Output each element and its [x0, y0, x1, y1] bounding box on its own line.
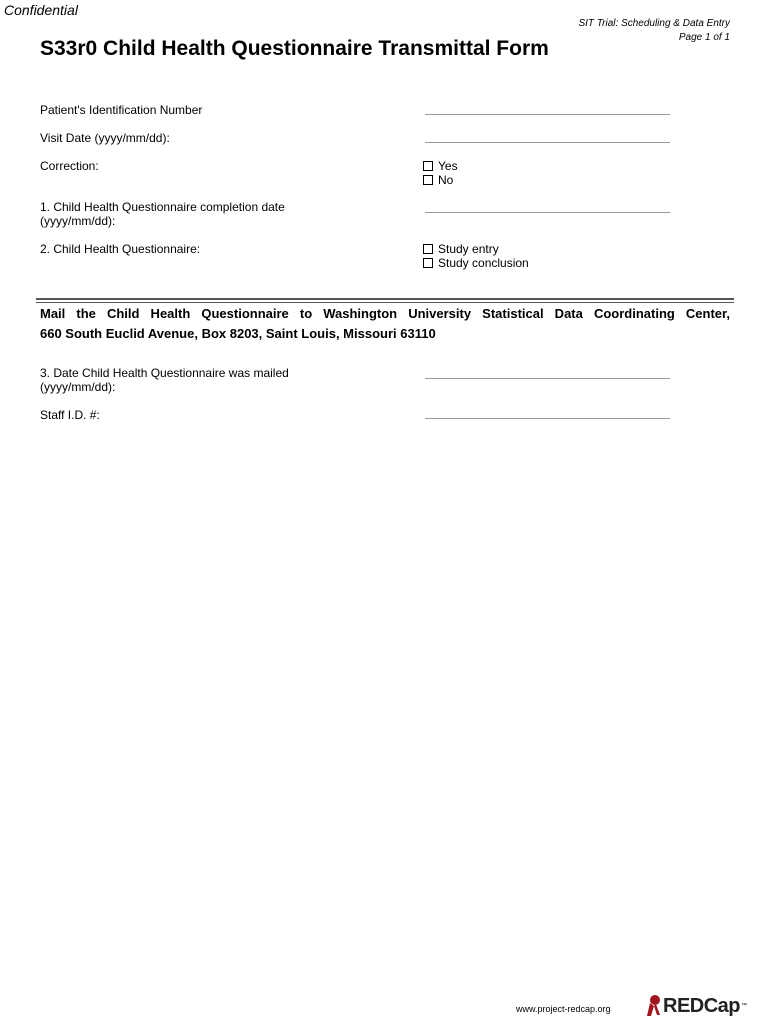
- mail-instructions-line2: 660 South Euclid Avenue, Box 8203, Saint Louis, Missouri 63110: [40, 326, 436, 341]
- q3-label-line2: (yyyy/mm/dd):: [40, 380, 116, 394]
- q3-mailed-date-field[interactable]: [425, 378, 670, 379]
- confidential-label: Confidential: [4, 2, 78, 18]
- section-divider-thick: [36, 298, 734, 300]
- redcap-logo-trademark: ™: [741, 1003, 748, 1009]
- footer-url: www.project-redcap.org: [516, 1004, 611, 1014]
- q1-label: [40, 200, 285, 228]
- q2-label: 2. Child Health Questionnaire:: [40, 242, 201, 256]
- q1-label-line1: 1. Child Health Questionnaire completion date: [40, 200, 285, 214]
- patient-id-field[interactable]: [425, 114, 670, 115]
- patient-id-label: Patient's Identification Number: [40, 103, 203, 117]
- q1-completion-date-field[interactable]: [425, 212, 670, 213]
- correction-options: [423, 159, 458, 187]
- visit-date-field[interactable]: [425, 142, 670, 143]
- correction-yes-checkbox[interactable]: [423, 161, 433, 171]
- q2-study-entry-option[interactable]: [423, 242, 529, 256]
- correction-no-checkbox[interactable]: [423, 175, 433, 185]
- page-header-info: [578, 17, 730, 45]
- correction-yes-label: Yes: [438, 159, 458, 173]
- section-divider-thin: [36, 302, 734, 303]
- q3-label: [40, 366, 289, 394]
- staff-id-label: Staff I.D. #:: [40, 408, 100, 422]
- q2-study-conclusion-option[interactable]: [423, 256, 529, 270]
- q3-label-line1: 3. Date Child Health Questionnaire was mailed: [40, 366, 289, 380]
- q2-options: [423, 242, 529, 270]
- correction-label: Correction:: [40, 159, 99, 173]
- redcap-logo-text: REDCap: [663, 994, 741, 1017]
- visit-date-label: Visit Date (yyyy/mm/dd):: [40, 131, 170, 145]
- q2-study-entry-checkbox[interactable]: [423, 244, 433, 254]
- form-title: S33r0 Child Health Questionnaire Transmittal Form: [40, 37, 549, 60]
- correction-no-label: No: [438, 173, 454, 187]
- q2-study-conclusion-checkbox[interactable]: [423, 258, 433, 268]
- redcap-logo-icon: [646, 994, 662, 1018]
- staff-id-field[interactable]: [425, 418, 670, 419]
- q2-study-conclusion-label: Study conclusion: [438, 256, 529, 270]
- redcap-logo: [646, 994, 747, 1018]
- correction-yes-option[interactable]: [423, 159, 458, 173]
- project-name: SIT Trial: Scheduling & Data Entry: [578, 18, 730, 29]
- mail-instructions: [40, 304, 730, 344]
- q2-study-entry-label: Study entry: [438, 242, 499, 256]
- mail-instructions-line1: Mail the Child Health Questionnaire to Washington University Statistical Data Coordinating Center,: [40, 306, 730, 321]
- correction-no-option[interactable]: [423, 173, 458, 187]
- page-number: Page 1 of 1: [678, 32, 730, 43]
- q1-label-line2: (yyyy/mm/dd):: [40, 214, 116, 228]
